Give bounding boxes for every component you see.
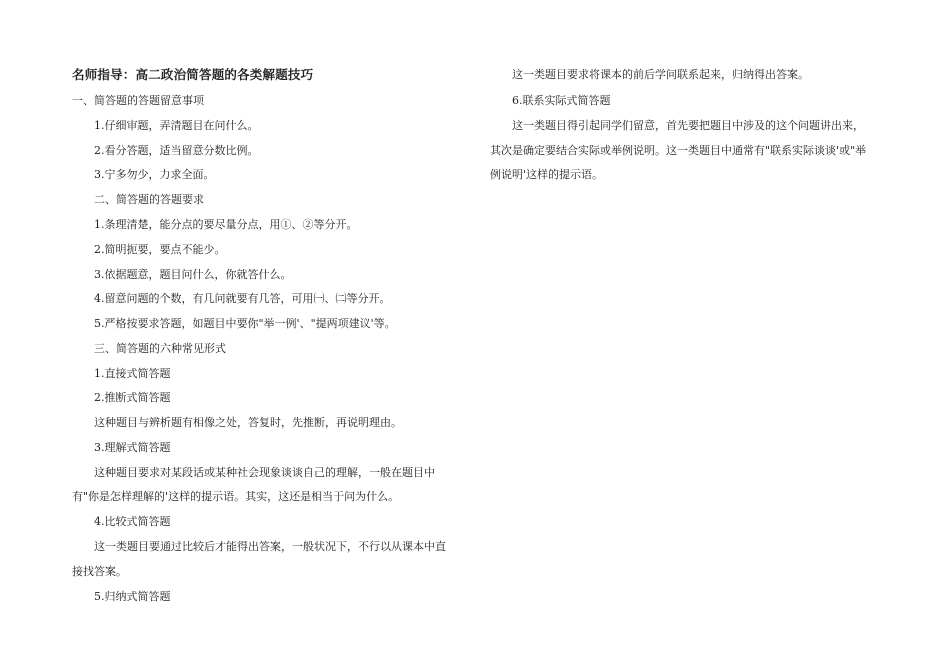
paragraph: 这种题目与辨析题有相像之处，答复时，先推断，再说明理由。 <box>94 416 402 429</box>
paragraph: 这一类题目得引起同学们留意，首先要把题目中涉及的这个问题讲出来， <box>512 119 864 132</box>
paragraph: 有"你是怎样理解的'这样的提示语。其实，这还是相当于问为什么。 <box>72 490 400 503</box>
paragraph: 1.直接式简答题 <box>94 367 171 380</box>
paragraph: 这一类题目要通过比较后才能得出答案，一般状况下，不行以从课本中直 <box>94 540 446 553</box>
section-heading-3: 三、简答题的六种常见形式 <box>94 342 226 355</box>
paragraph: 5.严格按要求答题，如题目中要你"举一例'、"提两项建议'等。 <box>94 317 396 330</box>
section-heading-1: 一、简答题的答题留意事项 <box>72 94 204 107</box>
paragraph: 2.推断式简答题 <box>94 391 171 404</box>
paragraph: 接找答案。 <box>72 565 127 578</box>
paragraph: 5.归纳式简答题 <box>94 590 171 603</box>
paragraph: 2.简明扼要，要点不能少。 <box>94 243 226 256</box>
section-heading-2: 二、简答题的答题要求 <box>94 193 204 206</box>
paragraph: 1.条理清楚，能分点的要尽量分点，用①、②等分开。 <box>94 218 358 231</box>
paragraph: 3.理解式简答题 <box>94 441 171 454</box>
paragraph: 这种题目要求对某段话或某种社会现象谈谈自己的理解，一般在题目中 <box>94 466 435 479</box>
paragraph: 4.留意问题的个数，有几问就要有几答，可用㈠、㈡等分开。 <box>94 292 391 305</box>
paragraph: 2.看分答题，适当留意分数比例。 <box>94 144 259 157</box>
paragraph: 例说明'这样的提示语。 <box>490 168 604 181</box>
document-title: 名师指导：高二政治简答题的各类解题技巧 <box>72 67 314 82</box>
paragraph: 4.比较式简答题 <box>94 515 171 528</box>
paragraph: 3.宁多勿少，力求全面。 <box>94 168 215 181</box>
paragraph: 其次是确定要结合实际或举例说明。这一类题目中通常有"联系实际谈谈'或"举 <box>490 144 867 157</box>
paragraph: 1.仔细审题，弄清题目在问什么。 <box>94 119 259 132</box>
paragraph: 这一类题目要求将课本的前后学问联系起来，归纳得出答案。 <box>512 68 809 81</box>
paragraph: 3.依据题意，题目问什么，你就答什么。 <box>94 268 292 281</box>
paragraph: 6.联系实际式简答题 <box>512 94 611 107</box>
